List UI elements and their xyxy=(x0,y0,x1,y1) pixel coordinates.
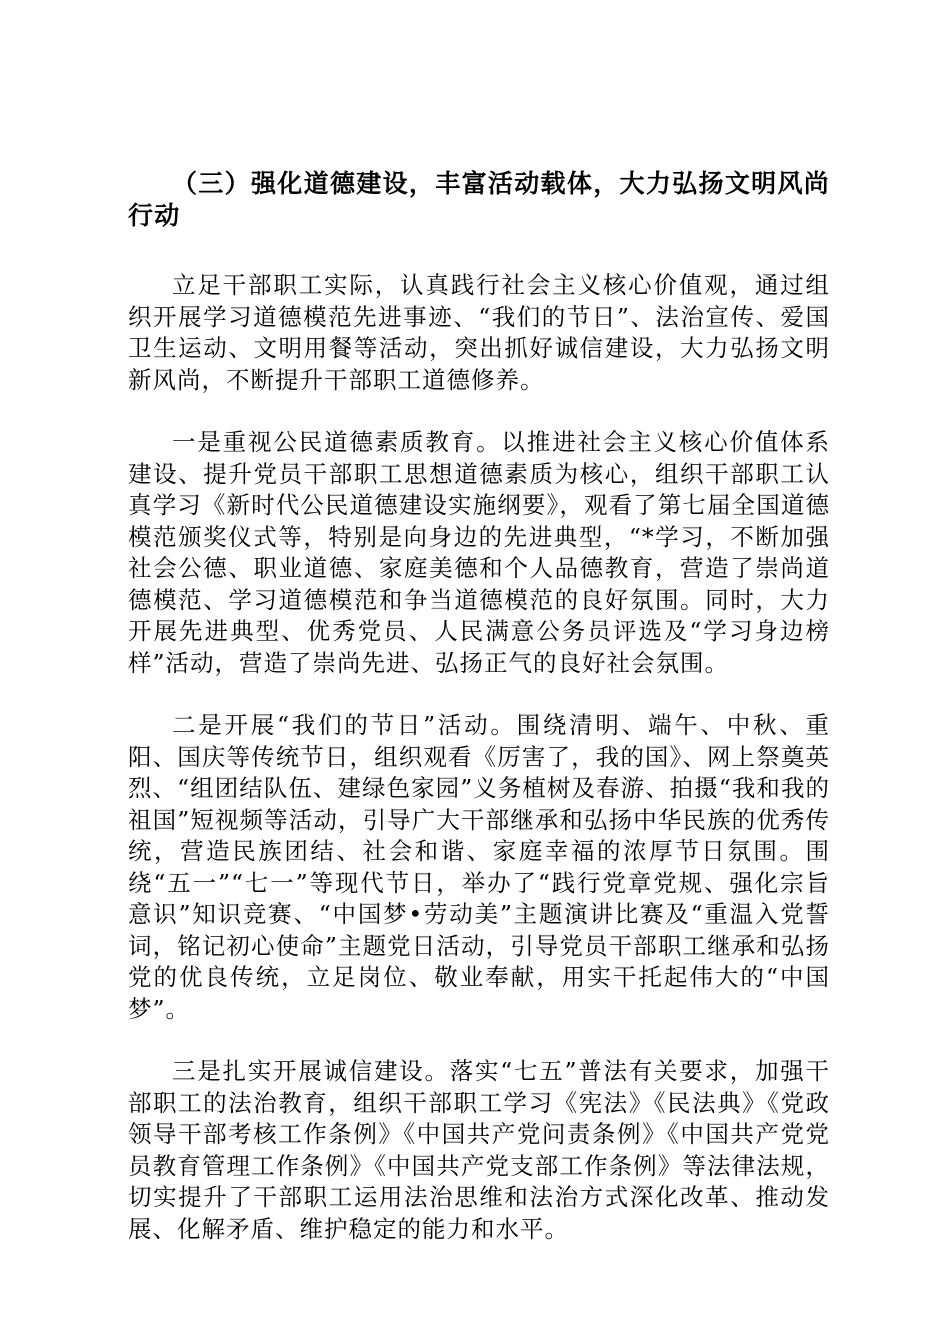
paragraph-integrity-building: 三是扎实开展诚信建设。落实“七五”普法有关要求，加强干部职工的法治教育，组织干部职工学习《宪法》《民法典》《党政领导干部考核工作条例》《中国共产党问责条例》《中国共产党党员教育管理工作条例》《中国共产党支部工作条例》等法律法规，切实提升了干部职工运用法治思维和法治方式深化改革、推动发展、化解矛盾、维护稳定的能力和水平。 xyxy=(128,1057,830,1243)
paragraph-moral-education: 一是重视公民道德素质教育。以推进社会主义核心价值体系建设、提升党员干部职工思想道德素质为核心，组织干部职工认真学习《新时代公民道德建设实施纲要》，观看了第七届全国道德模范颁奖仪式等，特别是向身边的先进典型，“*学习，不断加强社会公德、职业道德、家庭美德和个人品德教育，营造了崇尚道德模范、学习道德模范和争当道德模范的良好氛围。同时，大力开展先进典型、优秀党员、人民满意公务员评选及“学习身边榜样”活动，营造了崇尚先进、弘扬正气的良好社会氛围。 xyxy=(128,428,830,677)
paragraph-our-festivals: 二是开展“我们的节日”活动。围绕清明、端午、中秋、重阳、国庆等传统节日，组织观看《厉害了，我的国》、网上祭奠英烈、“组团结队伍、建绿色家园”义务植树及春游、拍摄“我和我的祖国”短视频等活动，引导广大干部继承和弘扬中华民族的优秀传统，营造民族团结、社会和谐、家庭幸福的浓厚节日氛围。围绕“五一”“七一”等现代节日，举办了“践行党章党规、强化宗旨意识”知识竞赛、“中国梦•劳动美”主题演讲比赛及“重温入党誓词，铭记初心使命”主题党日活动，引导党员干部职工继承和弘扬党的优良传统，立足岗位、敬业奉献，用实干托起伟大的“中国梦”。 xyxy=(128,711,830,1023)
intro-paragraph: 立足干部职工实际，认真践行社会主义核心价值观，通过组织开展学习道德模范先进事迹、“我们的节日”、法治宣传、爱国卫生运动、文明用餐等活动，突出抓好诚信建设，大力弘扬文明新风尚，不断提升干部职工道德修养。 xyxy=(128,271,830,394)
document-page xyxy=(128,168,830,1276)
section-heading: （三）强化道德建设，丰富活动载体，大力弘扬文明风尚行动 xyxy=(128,169,830,230)
